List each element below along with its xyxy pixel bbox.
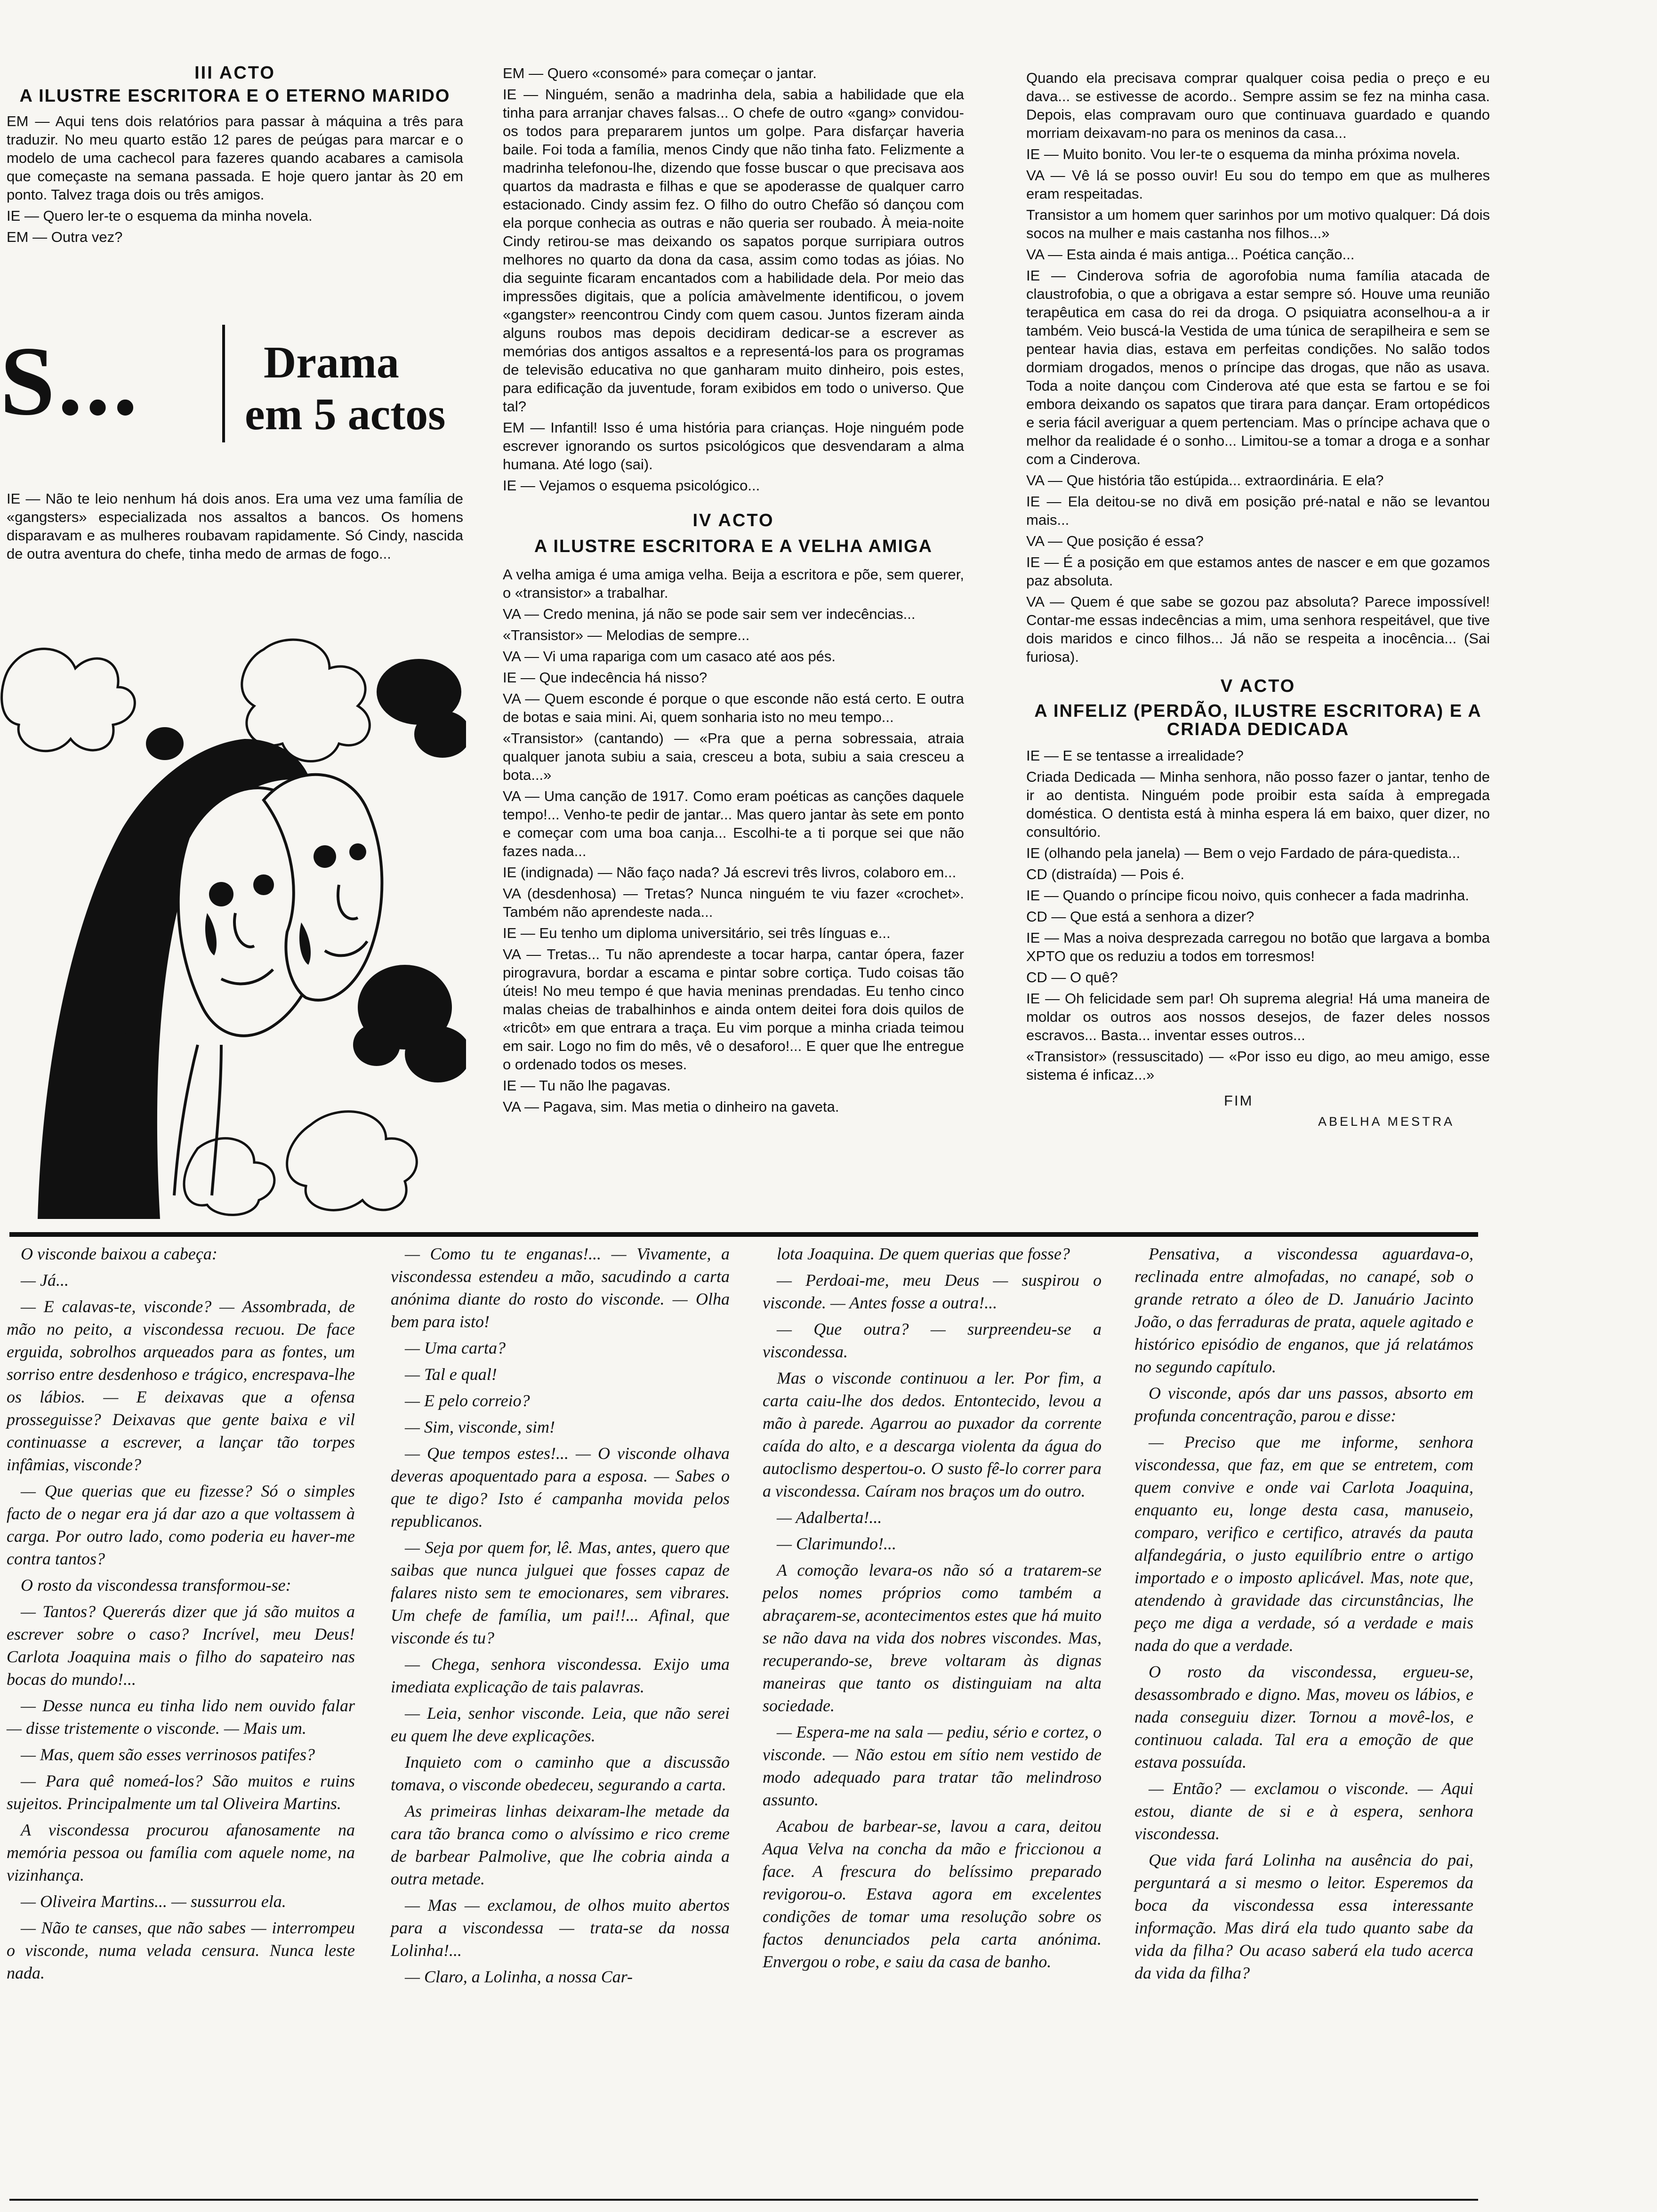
illustration [0, 631, 466, 1219]
act-3-title: III ACTO [194, 63, 275, 83]
paragraph: IE — Tu não lhe pagavas. [503, 1077, 671, 1094]
paragraph: IE — Que indecência há nisso? [503, 669, 708, 686]
paragraph: IE — Cinderova sofria de agorofobia numa família atacada de claustrofobia, o que a obrigava a estar sempre só. Houve uma reunião terapêutica em casa do rei da droga. O psiquiatra aconselhou-a a ir também. Veio buscá-la Vestida de uma túnica de serapilheira e sem se pentear havia dias, estava em perfeitas condições. No salão todos dormiam drogados, menos o príncipe das drogas, que não as usava. Toda a noite dançou com Cinderova até que esta se fartou e se foi embora deixando os sapatos que tirara para dançar. Eram ortopédicos e seria fácil averiguar a quem pertenciam. Mas o príncipe achava que o melhor da realidade é o sonho... Limitou-se a tomar a droga e a sonhar com a Cinderova. [1026, 267, 1490, 467]
paragraph: Transistor a um homem quer sarinhos por um motivo qualquer: Dá dois socos na mulher e mais castanha nos filhos...» [1026, 207, 1490, 241]
column-2 [503, 64, 964, 1119]
paragraph: O rosto da viscondessa transformou-se: [21, 1576, 291, 1595]
bottom-column-4 [1134, 1242, 1473, 1988]
paragraph: — Como tu te enganas!... — Vivamente, a viscondessa estendeu a mão, sacudindo a carta anónima diante do rosto do visconde. — Olha bem para isto! [391, 1244, 730, 1331]
bottom-column-2 [391, 1242, 730, 1992]
paragraph: Quando ela precisava comprar qualquer coisa pedia o preço e eu dava... se estivesse de acordo.. Sempre assim se fez na minha casa. Depois, elas compravam ouro que continuava guardado e quando morriam deixavam-no para os meninos da casa... [1026, 70, 1490, 141]
paragraph: IE — Ela deitou-se no divã em posição pré-natal e não se levantou mais... [1026, 493, 1490, 528]
paragraph: Inquieto com o caminho que a discussão tomava, o visconde obedeceu, segurando a carta. [391, 1753, 730, 1794]
paragraph: EM — Infantil! Isso é uma história para crianças. Hoje ninguém pode escrever ignorando os surtos psicológicos que desvendaram a alma humana. Até logo (sai). [503, 419, 964, 473]
paragraph: — Perdoai-me, meu Deus — suspirou o visconde. — Antes fosse a outra!... [763, 1271, 1102, 1312]
paragraph: Mas o visconde continuou a ler. Por fim, a carta caiu-lhe dos dedos. Entontecido, levou a mão à parede. Agarrou ao puxador da corrente caída do alto, e a descarga violenta da água do autoclismo despertou-o. O susto fê-lo correr para a viscondessa. Caíram nos braços um do outro. [763, 1369, 1102, 1500]
paragraph: — Tal e qual! [405, 1365, 497, 1384]
paragraph: «Transistor» — Melodias de sempre... [503, 627, 750, 643]
paragraph: VA — Esta ainda é mais antiga... Poética canção... [1026, 246, 1355, 263]
paragraph: Acabou de barbear-se, lavou a cara, deitou Aqua Velva na concha da mão e friccionou a face. A frescura do belíssimo preparado revigorou-o. Estava agora em excelentes condições de tomar uma resolução sobre os factos denunciados pela carta anónima. Envergou o robe, e saiu da casa de banho. [763, 1817, 1102, 1971]
paragraph: — Tantos? Quererás dizer que já são muitos a escrever sobre o caso? Incrível, meu Deus! Carlota Joaquina mais o filho do sapateiro nas bocas do mundo!... [7, 1602, 355, 1689]
paragraph: — Leia, senhor visconde. Leia, que não serei eu quem lhe deve explicações. [391, 1704, 730, 1745]
paragraph: As primeiras linhas deixaram-lhe metade da cara tão branca como o alvíssimo e rico creme de barbear Palmolive, que lhe cobria ainda a outra metade. [391, 1802, 730, 1888]
paragraph: Pensativa, a viscondessa aguardava-o, reclinada entre almofadas, no canapé, sob o grande retrato a óleo de D. Januário Jacinto João, o das ferraduras de prata, aquele agitado e histórico episódio de enganos, que já relatámos no segundo capítulo. [1134, 1244, 1473, 1376]
paragraph: — Seja por quem for, lê. Mas, antes, quero que saibas que nunca julguei que fosses capaz de falares nisto sem te emocionares, sem vibrares. Um chefe de família, um pai!!... Afinal, que visconde és tu? [391, 1538, 730, 1647]
paragraph: — Não te canses, que não sabes — interrompeu o visconde, numa velada censura. Nunca leste nada. [7, 1918, 355, 1982]
paragraph: — Uma carta? [405, 1338, 506, 1357]
drama-banner [0, 320, 466, 461]
paragraph: VA — Tretas... Tu não aprendeste a tocar harpa, cantar ópera, fazer pirogravura, bordar a escama e pintar sobre cortiça. Tudo coisas tão úteis! No meu tempo é que havia meninas prendadas. Eu tenho cinco malas cheias de trabalhinhos e ainda ontem deitei fora dois quilos de «tricôt» em que entrara a traça. Eu vim porque a minha criada teimou em sair. Logo no fim do mês, vê o desaforo!... E quer que lhe entregue o ordenado todos os meses. [503, 946, 964, 1073]
paragraph: IE (indignada) — Não faço nada? Já escrevi três livros, colaboro em... [503, 864, 957, 881]
paragraph: VA — Credo menina, já não se pode sair sem ver indecências... [503, 606, 916, 622]
column-1-continued [7, 489, 463, 566]
section-divider [9, 1232, 1478, 1237]
paragraph: VA — Quem esconde é porque o que esconde não está certo. E outra de botas e saia mini. Ai, quem sonharia isto no meu tempo... [503, 690, 964, 725]
paragraph: Criada Dedicada — Minha senhora, não posso fazer o jantar, tenho de ir ao dentista. Ninguém pode proibir esta saída à empregada doméstica. O dentista está à minha espera lá em baixo, quer dizer, no consultório. [1026, 769, 1490, 840]
act-4-subtitle: A ILUSTRE ESCRITORA E A VELHA AMIGA [534, 537, 933, 556]
paragraph: — Oliveira Martins... — sussurrou ela. [21, 1892, 286, 1911]
bottom-column-1 [7, 1242, 355, 1988]
act-5-subtitle: A INFELIZ (PERDÃO, ILUSTRE ESCRITORA) E A CRIADA DEDICADA [1034, 701, 1482, 739]
paragraph: — E calavas-te, visconde? — Assombrada, de mão no peito, a viscondessa recuou. De face erguida, sobrolhos arqueados para as fontes, um sorriso entre desdenhoso e trágico, encrespava-lhe os lábios. — E deixavas que a ofensa prosseguisse? Deixavas que gente baixa e vil continuasse a escrever, a lançar tão torpes infâmias, visconde? [7, 1297, 355, 1474]
banner-line-2: em 5 actos [245, 389, 446, 439]
paragraph: — Espera-me na sala — pediu, sério e cortez, o visconde. — Não estou em sítio nem vestido de modo adequado para tratar tão melindroso assunto. [763, 1723, 1102, 1809]
act-5-title: V ACTO [1220, 676, 1296, 696]
paragraph: IE — E se tentasse a irrealidade? [1026, 747, 1244, 764]
paragraph: EM — Outra vez? [7, 229, 123, 245]
paragraph: A viscondessa procurou afanosamente na memória pessoa ou família com aquele nome, na vizinhança. [7, 1820, 355, 1884]
paragraph: IE — Quero ler-te o esquema da minha novela. [7, 208, 313, 224]
paragraph: IE — Ninguém, senão a madrinha dela, sabia a habilidade que ela tinha para arranjar chaves falsas... O chefe de outro «gang» convidou-os todos para prepararem juntos um golpe. Para disfarçar haveria baile. Foi toda a família, menos Cindy que não tinha fato. Felizmente a madrinha telefonou-lhe, dizendo que fosse buscar o que precisava aos quartos da madrasta e filhas e que se apoderasse de qualquer carro estacionado. Cindy assim fez. O filho do outro Chefão só dançou com ela porque conhecia as outras e não queria ser roubado. À meia-noite Cindy retirou-se mas deixando os sapatos porque surripiara outros melhores no quarto da dona da casa, assim como todas as jóias. No dia seguinte ficaram encantados com a habilidade dela. Por meio das impressões digitais, que a polícia amàvelmente identificou, o jovem «gangster» reencontrou Cindy com quem casou. Juntos fizeram ainda alguns roubos mas depois decidiram dedicar-se a escrever as memórias dos antigos assaltos e a representá-los para os programas de televisão educativa no que ganharam muito dinheiro, pois estes, para edificação da juventude, foram exibidos em todo o universo. Que tal? [503, 86, 964, 415]
paragraph: O visconde baixou a cabeça: [21, 1244, 217, 1263]
paragraph: IE — Muito bonito. Vou ler-te o esquema da minha próxima novela. [1026, 146, 1460, 162]
paragraph: IE — É a posição em que estamos antes de nascer e em que gozamos paz absoluta. [1026, 554, 1490, 589]
paragraph: «Transistor» (ressuscitado) — «Por isso eu digo, ao meu amigo, esse sistema é inficaz...» [1026, 1048, 1490, 1083]
paragraph: CD — Que está a senhora a dizer? [1026, 908, 1255, 925]
paragraph: IE — Não te leio nenhum há dois anos. Era uma vez uma família de «gangsters» especializada nos assaltos a bancos. Os homens disparavam e as mulheres roubavam rapidamente. Só Cindy, nascida de outra aventura do chefe, tinha medo de armas de fogo... [7, 490, 463, 562]
paragraph: lota Joaquina. De quem querias que fosse? [777, 1244, 1070, 1263]
paragraph: O rosto da viscondessa, ergueu-se, desassombrado e digno. Mas, moveu os lábios, e nada conseguiu dizer. Tornou a movê-los, e continuou calada. Tal era a emoção de que estava possuída. [1134, 1662, 1473, 1771]
paragraph: EM — Quero «consomé» para começar o jantar. [503, 65, 817, 81]
bottom-column-3 [763, 1242, 1102, 1977]
paragraph: IE — Vejamos o esquema psicológico... [503, 477, 760, 494]
paragraph: — Mas, quem são esses verrinosos patifes? [21, 1745, 315, 1764]
paragraph: — Desse nunca eu tinha lido nem ouvido falar — disse tristemente o visconde. — Mais um. [7, 1696, 355, 1738]
paragraph: — Para quê nomeá-los? São muitos e ruins sujeitos. Principalmente um tal Oliveira Martins. [7, 1771, 355, 1813]
paragraph: CD (distraída) — Pois é. [1026, 866, 1184, 882]
paragraph: — Preciso que me informe, senhora viscondessa, que faz, em que se entretem, com quem convive e onde vai Carlota Joaquina, enquanto eu, longe desta casa, manuseio, comparo, verifico e certifico, através da pauta alfandegária, o justo equilíbrio entre o artigo importado e o imposto aplicável. Mas, note que, atendendo à gravidade das circunstâncias, lhe peço me diga a verdade, só a verdade e mais nada do que a verdade. [1134, 1433, 1473, 1655]
paragraph: IE — Eu tenho um diploma universitário, sei três línguas e... [503, 925, 891, 941]
paragraph: IE — Quando o príncipe ficou noivo, quis conhecer a fada madrinha. [1026, 887, 1469, 904]
paragraph: Que vida fará Lolinha na ausência do pai, perguntará a si mesmo o leitor. Esperemos da boca da viscondessa essa interessante informação. Mas dirá ela tudo quanto sabe da vida da filha? Ou acaso saberá ela tudo acerca da vida da filha? [1134, 1851, 1473, 1982]
paragraph: IE — Mas a noiva desprezada carregou no botão que largava a bomba XPTO que os reduziu a todos em torresmos! [1026, 930, 1490, 964]
paragraph: VA — Vê lá se posso ouvir! Eu sou do tempo em que as mulheres eram respeitadas. [1026, 167, 1490, 202]
column-3 [1026, 69, 1490, 1131]
paragraph: VA — Que história tão estúpida... extraordinária. E ela? [1026, 472, 1384, 489]
column-1 [7, 64, 463, 249]
paragraph: IE (olhando pela janela) — Bem o vejo Fardado de pára-quedista... [1026, 845, 1460, 861]
banner-title-left: S... [0, 327, 141, 436]
paragraph: VA — Que posição é essa? [1026, 533, 1204, 549]
paragraph: — Que querias que eu fizesse? Só o simples facto de o negar era já dar azo a que voltassem à carga. Por outro lado, como poderia eu haver-me contra tantos? [7, 1482, 355, 1568]
paragraph: VA (desdenhosa) — Tretas? Nunca ninguém te viu fazer «crochet». Também não aprendeste nada... [503, 885, 964, 920]
paragraph: — Adalberta!... [777, 1508, 882, 1527]
paragraph: — Clarimundo!... [777, 1534, 897, 1553]
act-4-title: IV ACTO [692, 511, 774, 530]
paragraph: VA — Quem é que sabe se gozou paz absoluta? Parece impossível! Contar-me essas indecências a mim, uma senhora respeitável, que tive dois maridos e cinco filhos... Já não se respeita a inocência... (Sai furiosa). [1026, 593, 1490, 665]
paragraph: VA — Vi uma rapariga com um casaco até aos pés. [503, 648, 836, 665]
paragraph: VA — Uma canção de 1917. Como eram poéticas as canções daquele tempo!... Venho-te pedir de jantar... Mas quero jantar às sete em ponto e começar com uma boa canja... Escolhi-te a ti porque sei que não fazes nada... [503, 788, 964, 859]
paragraph: O visconde, após dar uns passos, absorto em profunda concentração, parou e disse: [1134, 1384, 1473, 1425]
paragraph: — Claro, a Lolinha, a nossa Car- [405, 1967, 633, 1986]
paragraph: CD — O quê? [1026, 969, 1118, 986]
paragraph: — Chega, senhora viscondessa. Exijo uma imediata explicação de tais palavras. [391, 1655, 730, 1696]
act-3-subtitle: A ILUSTRE ESCRITORA E O ETERNO MARIDO [19, 86, 450, 106]
paragraph: — Que outra? — surpreendeu-se a viscondessa. [763, 1320, 1102, 1361]
faces-illustration [0, 631, 466, 1219]
paragraph: — Já... [21, 1271, 69, 1290]
paragraph: — Então? — exclamou o visconde. — Aqui estou, diante de si e à espera, senhora viscondessa. [1134, 1779, 1473, 1843]
paragraph: A velha amiga é uma amiga velha. Beija a escritora e põe, sem querer, o «transistor» a trabalhar. [503, 566, 964, 601]
paragraph: — Sim, visconde, sim! [405, 1418, 555, 1436]
paragraph: — Que tempos estes!... — O visconde olhava deveras apoquentado para a esposa. — Sabes o que te digo? Isto é campanha movida pelos republicanos. [391, 1444, 730, 1531]
paragraph: VA — Pagava, sim. Mas metia o dinheiro na gaveta. [503, 1098, 839, 1115]
paragraph: A comoção levara-os não só a tratarem-se pelos nomes próprios como também a abraçarem-se, acontecimentos estes que há muito se não dava na vida dos nobres viscondes. Mas, recuperando-se, breve voltaram às dignas maneiras que tanto os distinguiam na alta sociedade. [763, 1561, 1102, 1715]
paragraph: EM — Aqui tens dois relatórios para passar à máquina a três para traduzir. No meu quarto estão 12 pares de peúgas para marcar e o modelo de uma cachecol para fazeres quando acabares a camisola que começaste na semana passada. E hoje quero jantar às 20 em ponto. Talvez traga dois ou três amigos. [7, 113, 463, 203]
end-mark: FIM [1224, 1092, 1254, 1109]
paragraph: IE — Oh felicidade sem par! Oh suprema alegria! Há uma maneira de moldar os outros aos nossos desejos, de fazer deles nossos escravos... Basta... inventar esses outros... [1026, 990, 1490, 1043]
banner-line-1: Drama [264, 337, 399, 387]
bottom-rule [9, 2199, 1478, 2201]
paragraph: — E pelo correio? [405, 1391, 530, 1410]
paragraph: — Mas — exclamou, de olhos muito abertos para a viscondessa — trata-se da nossa Lolinha!... [391, 1896, 730, 1960]
author-signature: ABELHA MESTRA [1318, 1114, 1455, 1129]
paragraph: «Transistor» (cantando) — «Pra que a perna sobressaia, atraia qualquer janota subiu a saia, cresceu a bota, subiu a saia cresceu a bota...» [503, 730, 964, 783]
banner-divider [222, 325, 225, 442]
